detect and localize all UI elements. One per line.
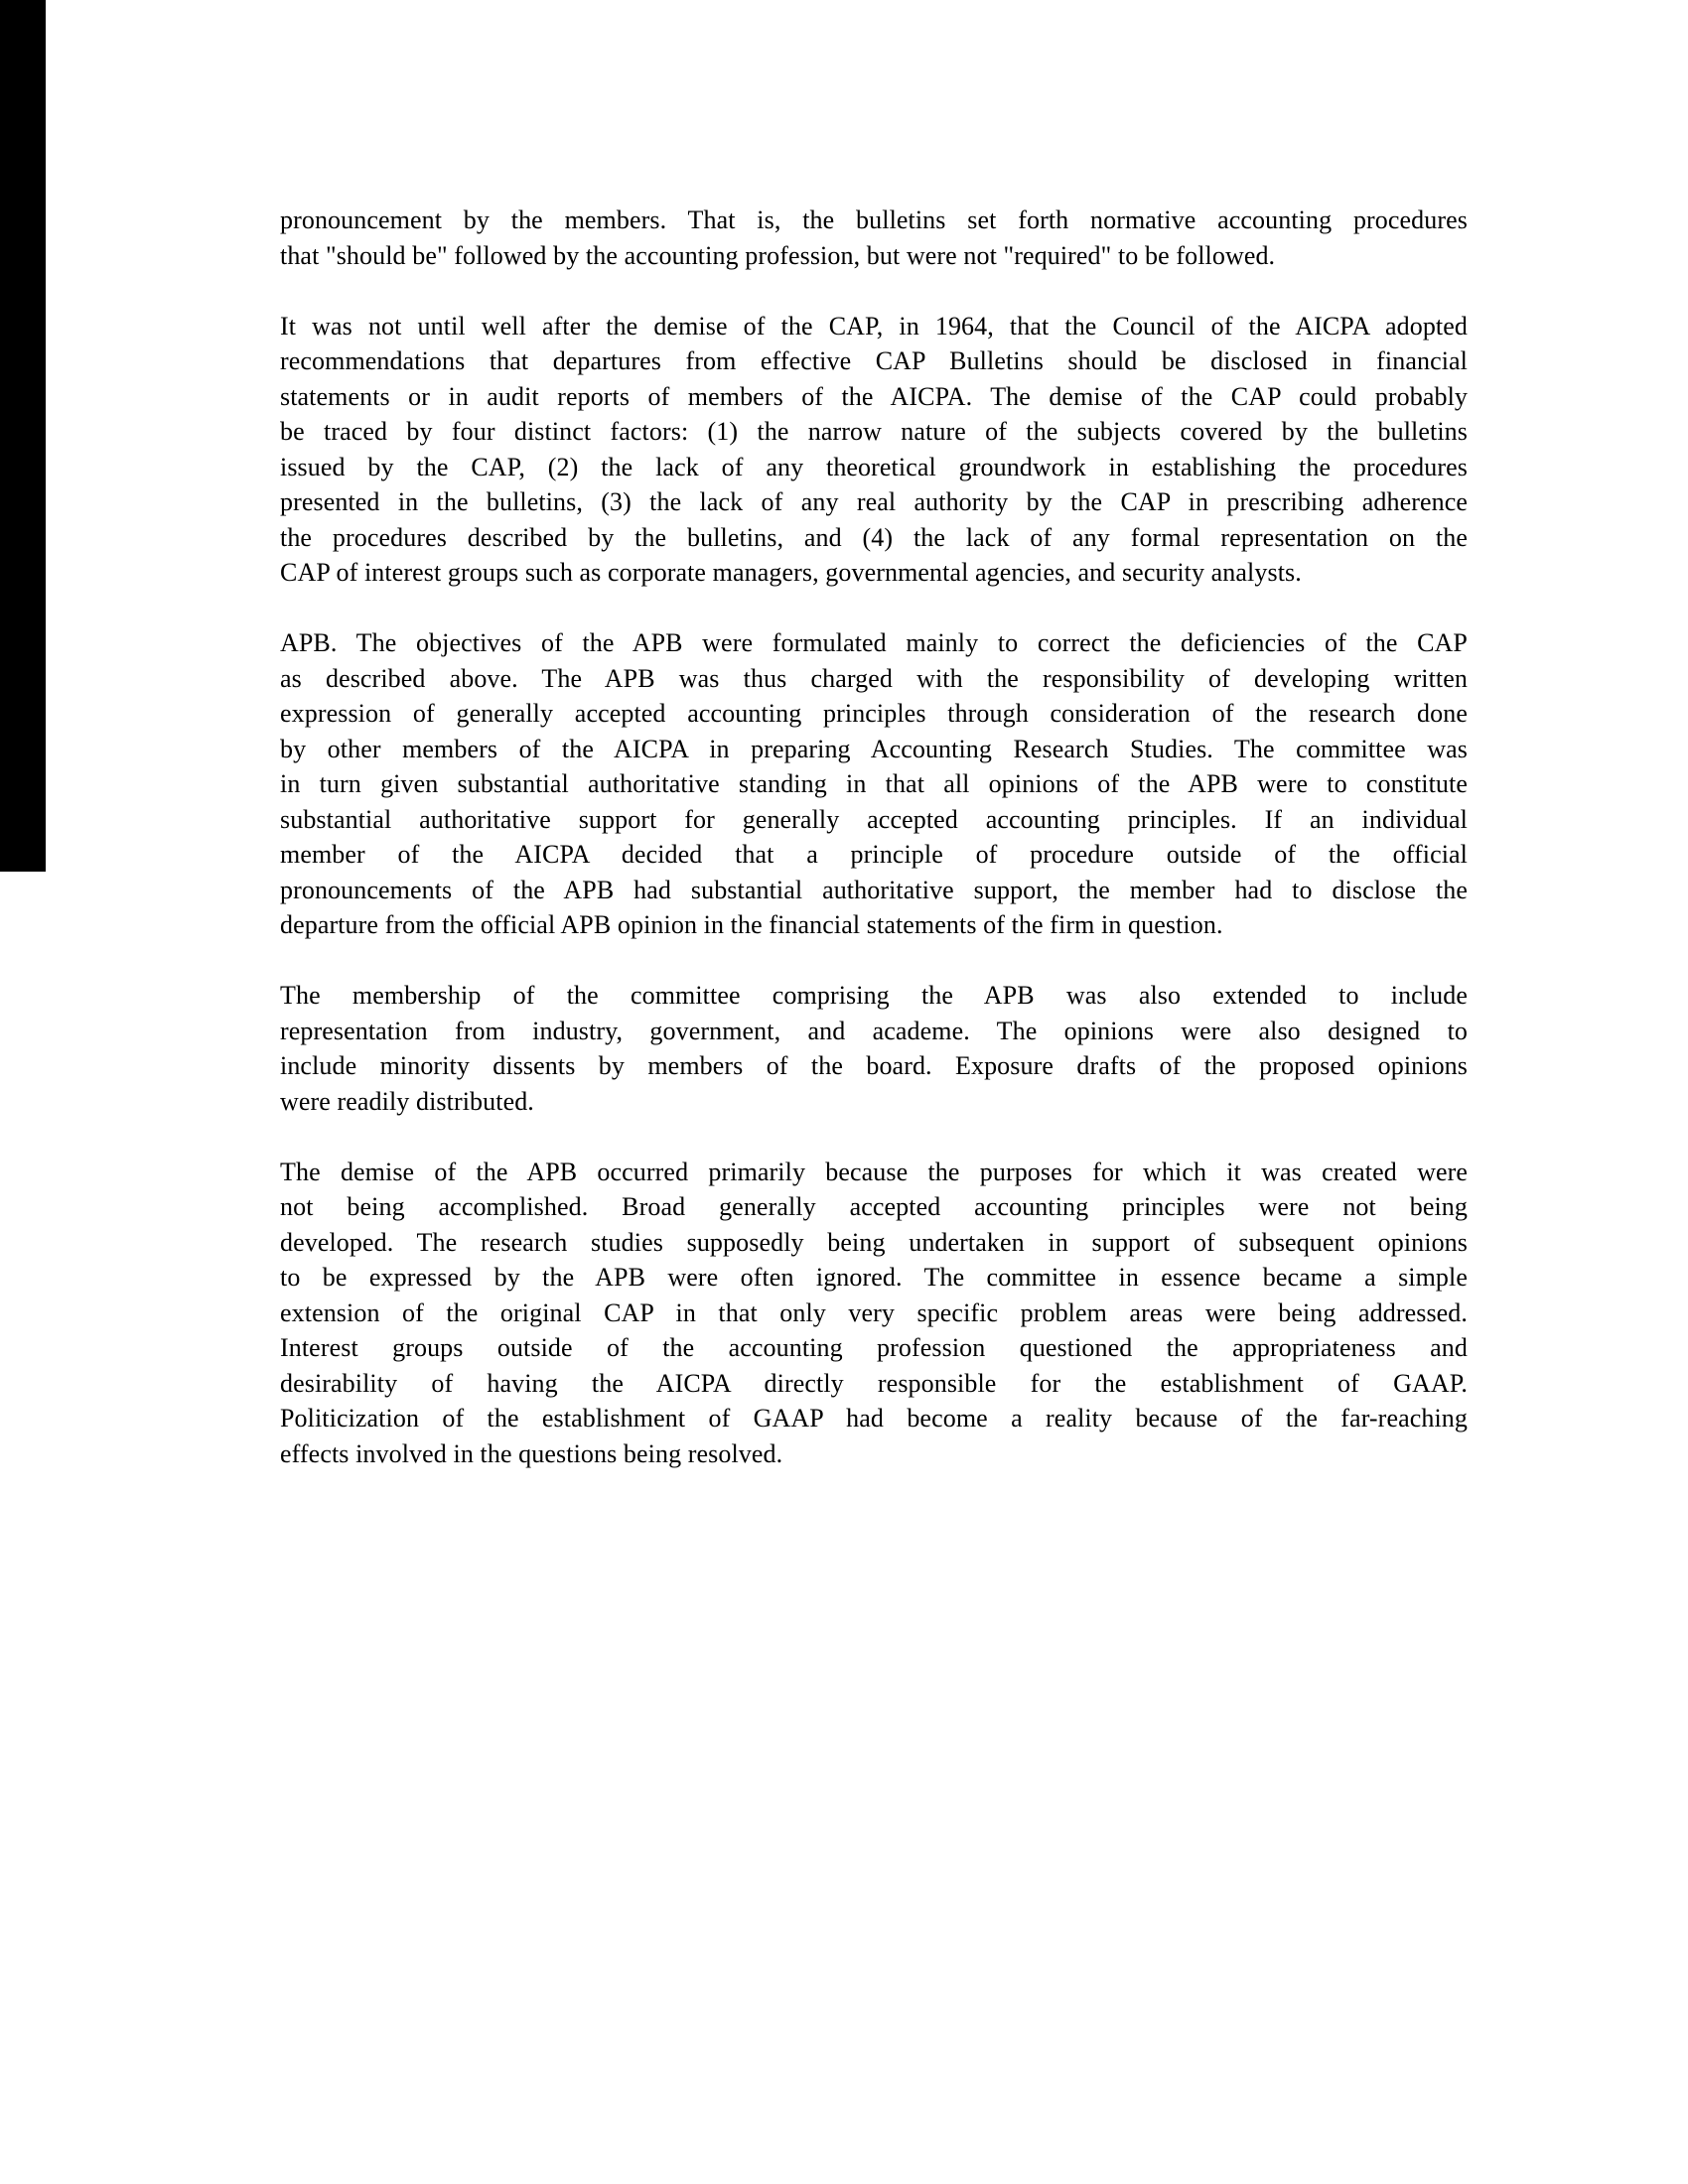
text-line: representation from industry, government, and academe. The opinions were also designed to	[280, 1016, 1468, 1045]
text-line: developed. The research studies supposedly being undertaken in support of subsequent opinions	[280, 1227, 1468, 1257]
text-line: issued by the CAP, (2) the lack of any theoretical groundwork in establishing the procedures	[280, 452, 1468, 481]
paragraph	[280, 203, 1468, 273]
text-line: member of the AICPA decided that a principle of procedure outside of the official	[280, 840, 1468, 869]
text-line: departure from the official APB opinion in the financial statements of the firm in question.	[280, 910, 1223, 939]
text-line: were readily distributed.	[280, 1086, 534, 1116]
text-line: the procedures described by the bulletins, and (4) the lack of any formal representation on the	[280, 522, 1468, 552]
text-line: to be expressed by the APB were often ignored. The committee in essence became a simple	[280, 1263, 1468, 1292]
text-line: statements or in audit reports of members of the AICPA. The demise of the CAP could probably	[280, 381, 1468, 411]
text-line: expression of generally accepted accounting principles through consideration of the research done	[280, 699, 1468, 728]
text-line: recommendations that departures from effective CAP Bulletins should be disclosed in financial	[280, 346, 1468, 375]
scan-edge-artifact	[0, 0, 46, 872]
text-line: substantial authoritative support for generally accepted accounting principles. If an individual	[280, 804, 1468, 834]
text-line: Politicization of the establishment of GAAP had become a reality because of the far-reaching	[280, 1404, 1468, 1433]
text-line: pronouncement by the members. That is, the bulletins set forth normative accounting procedures	[280, 205, 1468, 234]
paragraph	[280, 625, 1468, 943]
paragraph	[280, 1155, 1468, 1472]
text-line: presented in the bulletins, (3) the lack of any real authority by the CAP in prescribing adherence	[280, 487, 1468, 516]
text-line: as described above. The APB was thus charged with the responsibility of developing written	[280, 663, 1468, 693]
text-line: It was not until well after the demise of the CAP, in 1964, that the Council of the AICPA adopted	[280, 311, 1468, 341]
text-line: be traced by four distinct factors: (1) the narrow nature of the subjects covered by the bulletins	[280, 417, 1468, 446]
paragraph	[280, 978, 1468, 1119]
text-line: by other members of the AICPA in preparing Accounting Research Studies. The committee was	[280, 734, 1468, 763]
text-line: pronouncements of the APB had substantial authoritative support, the member had to disclose the	[280, 875, 1468, 904]
text-line: CAP of interest groups such as corporate managers, governmental agencies, and security analysts.	[280, 558, 1302, 587]
text-line: APB. The objectives of the APB were formulated mainly to correct the deficiencies of the CAP	[280, 628, 1468, 657]
text-line: extension of the original CAP in that only very specific problem areas were being addressed.	[280, 1297, 1468, 1327]
text-line: desirability of having the AICPA directly responsible for the establishment of GAAP.	[280, 1368, 1468, 1398]
text-line: not being accomplished. Broad generally accepted accounting principles were not being	[280, 1192, 1468, 1221]
text-line: that "should be" followed by the accounting profession, but were not "required" to be followed.	[280, 240, 1276, 270]
document-text-block	[280, 203, 1468, 1507]
text-line: in turn given substantial authoritative standing in that all opinions of the APB were to constitute	[280, 769, 1468, 798]
text-line: The demise of the APB occurred primarily because the purposes for which it was created were	[280, 1157, 1468, 1186]
text-line: The membership of the committee comprising the APB was also extended to include	[280, 981, 1468, 1010]
text-line: include minority dissents by members of the board. Exposure drafts of the proposed opinions	[280, 1051, 1468, 1080]
text-line: Interest groups outside of the accounting profession questioned the appropriateness and	[280, 1333, 1468, 1362]
text-line: effects involved in the questions being resolved.	[280, 1438, 783, 1468]
paragraph	[280, 309, 1468, 591]
